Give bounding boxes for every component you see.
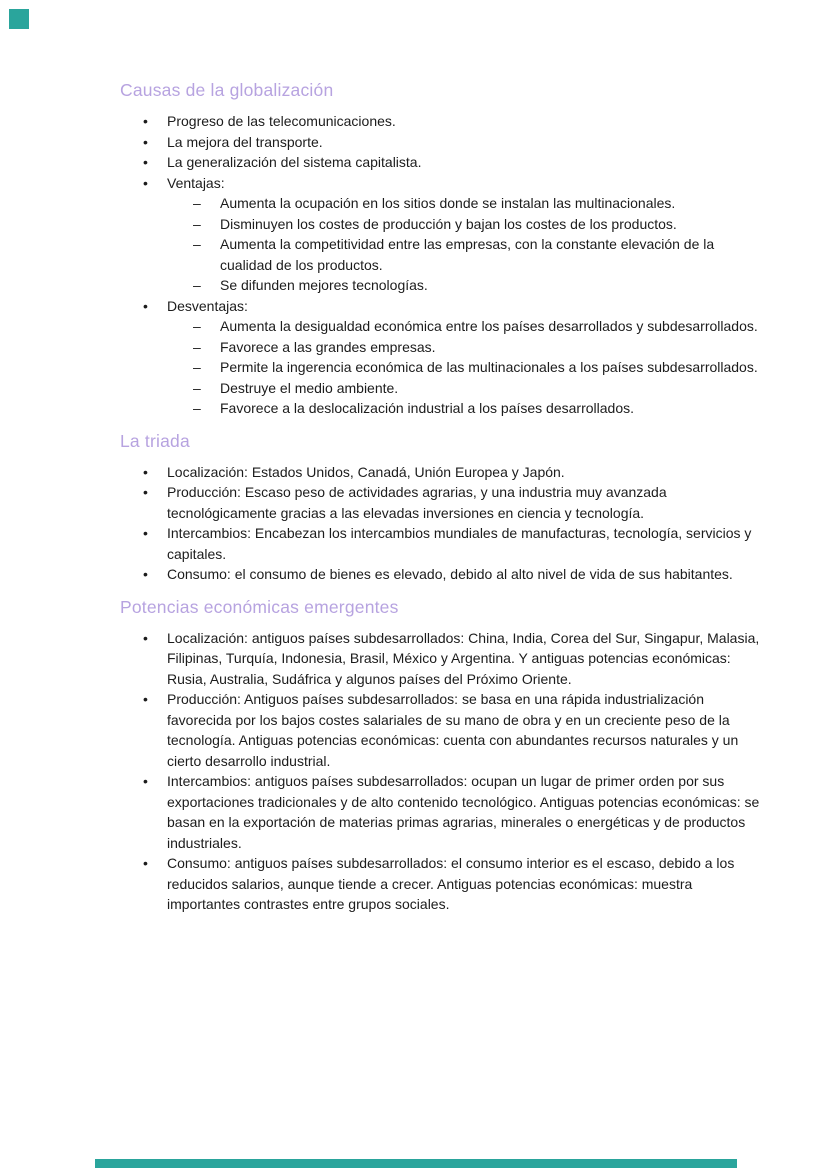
list-item <box>193 193 768 214</box>
list-item-text: Localización: antiguos países subdesarrollados: China, India, Corea del Sur, Singapur, Malasia, Filipinas, Turquía, Indonesia, Brasil, México y Argentina. Y antiguas potencias económicas: Rusia, Australia, Sudáfrica y algunos países del Próximo Oriente. <box>167 629 760 687</box>
bullet-icon: • <box>143 566 148 582</box>
dash-icon: – <box>193 195 201 211</box>
list-item <box>143 853 768 915</box>
list-item-text: Desventajas: <box>167 297 248 314</box>
list-item <box>143 462 768 483</box>
dash-icon: – <box>193 338 201 355</box>
section-title: La triada <box>120 430 190 451</box>
bullet-icon: • <box>143 154 148 170</box>
list-item-text: La generalización del sistema capitalista. <box>167 154 422 170</box>
dash-icon: – <box>193 277 201 293</box>
list-item <box>193 357 768 378</box>
list-item-text: Disminuyen los costes de producción y bajan los costes de los productos. <box>220 215 677 232</box>
list-item-text: Consumo: el consumo de bienes es elevado, debido al alto nivel de vida de sus habitantes. <box>167 566 733 582</box>
bullet-icon: • <box>143 691 148 707</box>
list-item-text: Producción: Antiguos países subdesarrollados: se basa en una rápida industrialización favorecida por los bajos costes salariales de su mano de obra y en un creciente peso de la tecnología. Antiguas potencias económicas: cuenta con abundantes recursos naturales y un cierto desarrollo industrial. <box>167 691 739 769</box>
list-item-text: La mejora del transporte. <box>167 133 323 150</box>
list-item-text: Favorece a las grandes empresas. <box>220 338 436 355</box>
list-item-text: Se difunden mejores tecnologías. <box>220 277 428 293</box>
list-item-text: Ventajas: <box>167 174 225 191</box>
list-item-text: Favorece a la deslocalización industrial a los países desarrollados. <box>220 400 634 416</box>
list-item <box>143 564 768 585</box>
corner-marker <box>9 9 29 29</box>
list-item <box>143 482 768 523</box>
list-item <box>193 316 768 337</box>
bullet-list <box>120 462 768 585</box>
list-item <box>143 771 768 853</box>
list-item <box>143 689 768 771</box>
document-body <box>120 0 768 915</box>
bullet-icon: • <box>143 525 148 541</box>
list-item <box>193 214 768 235</box>
dash-icon: – <box>193 215 201 232</box>
list-item-text: Permite la ingerencia económica de las multinacionales a los países subdesarrollados. <box>220 359 758 375</box>
bullet-icon: • <box>143 629 148 646</box>
section-title: Causas de la globalización <box>120 80 334 100</box>
bullet-icon: • <box>143 855 148 871</box>
list-item-text: Intercambios: antiguos países subdesarrollados: ocupan un lugar de primer orden por sus exportaciones tradicionales y de alto contenido tecnológico. Antiguas potencias económicas: se basan en la exportación de materias primas agrarias, minerales o energéticas y de productos industriales. <box>167 773 760 851</box>
bullet-icon: • <box>143 773 148 789</box>
bullet-icon: • <box>143 297 148 314</box>
list-item <box>193 275 768 296</box>
list-item <box>193 234 768 275</box>
list-item-text: Destruye el medio ambiente. <box>220 379 399 396</box>
list-item <box>143 173 768 194</box>
document-section <box>120 597 768 915</box>
dash-icon: – <box>193 236 201 252</box>
list-item-text: Localización: Estados Unidos, Canadá, Unión Europea y Japón. <box>167 463 565 480</box>
list-item <box>193 378 768 399</box>
list-item-text: Aumenta la ocupación en los sitios donde se instalan las multinacionales. <box>220 195 676 211</box>
list-item <box>143 628 768 690</box>
bottom-bar-marker <box>95 1159 737 1168</box>
bullet-icon: • <box>143 484 148 500</box>
list-item <box>143 132 768 153</box>
document-section <box>120 80 768 419</box>
dash-icon: – <box>193 359 201 375</box>
bullet-list <box>120 111 768 419</box>
list-item-text: Aumenta la desigualdad económica entre los países desarrollados y subdesarrollados. <box>220 318 758 334</box>
dash-icon: – <box>193 400 201 416</box>
bullet-icon: • <box>143 133 148 150</box>
section-title: Potencias económicas emergentes <box>120 596 399 617</box>
bullet-list <box>120 628 768 915</box>
dash-icon: – <box>193 318 201 334</box>
list-item-text: Intercambios: Encabezan los intercambios mundiales de manufacturas, tecnología, servicios y capitales. <box>167 525 752 562</box>
bullet-icon: • <box>143 113 148 129</box>
list-item <box>143 152 768 173</box>
list-item-text: Consumo: antiguos países subdesarrollados: el consumo interior es el escaso, debido a los reducidos salarios, aunque tiende a crecer. Antiguas potencias económicas: muestra importantes contrastes entre grupos sociales. <box>167 855 735 912</box>
list-item <box>193 398 768 419</box>
bullet-icon: • <box>143 463 148 480</box>
dash-icon: – <box>193 379 201 396</box>
document-section <box>120 431 768 585</box>
list-item <box>143 111 768 132</box>
bullet-icon: • <box>143 174 148 191</box>
list-item-text: Aumenta la competitividad entre las empresas, con la constante elevación de la cualidad de los productos. <box>220 236 715 273</box>
list-item-text: Producción: Escaso peso de actividades agrarias, y una industria muy avanzada tecnológicamente gracias a las elevadas inversiones en ciencia y tecnología. <box>167 484 667 521</box>
list-item-text: Progreso de las telecomunicaciones. <box>167 113 396 129</box>
list-item <box>143 523 768 564</box>
list-item <box>143 296 768 317</box>
list-item <box>193 337 768 358</box>
